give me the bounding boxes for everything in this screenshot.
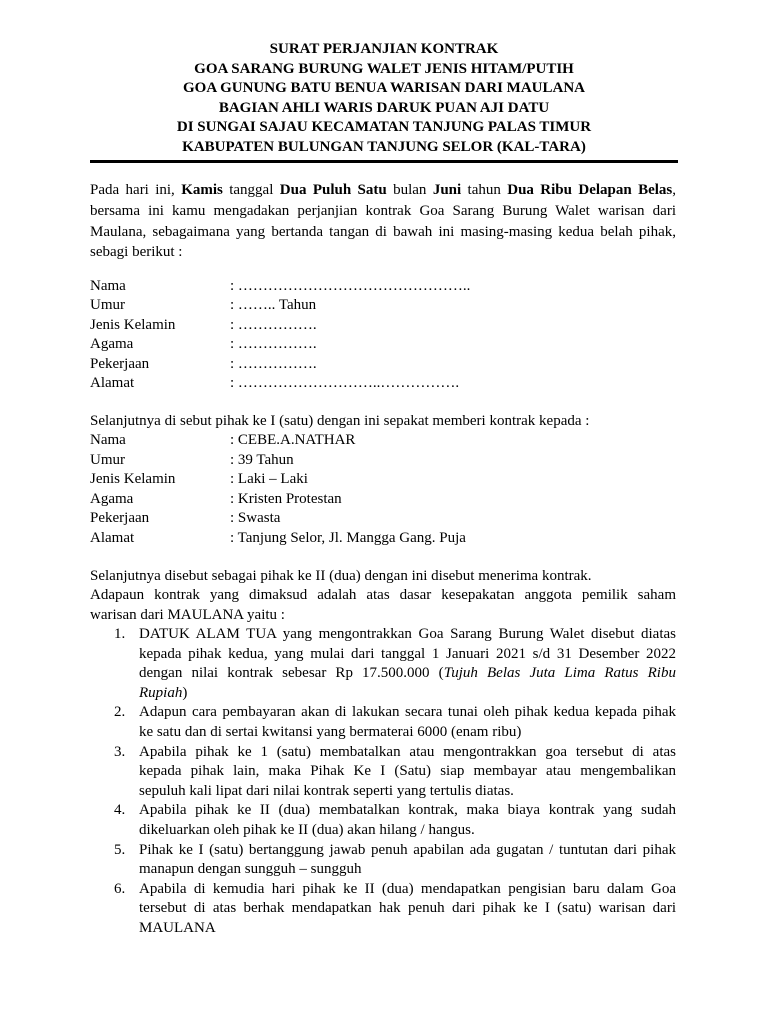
field-label: Alamat — [90, 529, 135, 546]
intro-line-1 — [90, 180, 676, 201]
list-line: Apabila pihak ke 1 (satu) membatalkan atau mengontrakkan goa tersebut di atas — [139, 743, 676, 760]
list-number: 1. — [114, 626, 126, 642]
intro-text: , — [672, 182, 676, 198]
list-line: Apabila pihak ke II (dua) membatalkan kontrak, maka biaya kontrak yang sudah — [139, 802, 676, 819]
list-line-italic: Tujuh Belas Juta Lima Ratus Ribu — [443, 665, 676, 682]
list-line — [139, 684, 676, 704]
document-title — [90, 40, 678, 158]
field-label: Nama — [90, 278, 126, 294]
field-label: Jenis Kelamin — [90, 471, 176, 488]
list-line: MAULANA — [139, 919, 216, 936]
list-text — [139, 880, 676, 939]
field-value: : ……………. — [230, 316, 317, 333]
list-item — [90, 743, 676, 802]
field-label: Umur — [90, 451, 125, 468]
party2-fields — [90, 431, 676, 549]
field-value: : ……………. — [230, 355, 317, 372]
field-row — [90, 509, 676, 529]
field-row — [90, 431, 676, 451]
shareholders-line-1: Adapaun kontrak yang dimaksud adalah atas dasar kesepakatan anggota pemilik saham — [90, 587, 676, 603]
list-line: kepada pihak kedua, yang mulai dari tanggal 1 Januari 2021 s/d 31 Desember 2022 — [139, 645, 676, 662]
list-number: 2. — [114, 704, 126, 721]
list-number: 4. — [114, 802, 126, 819]
field-label: Agama — [90, 490, 134, 507]
field-row — [90, 355, 676, 374]
list-item — [90, 880, 676, 939]
field-value: : ……………………………………….. — [230, 278, 471, 294]
shareholders-sentence — [90, 586, 676, 625]
field-value: : CEBE.A.NATHAR — [230, 432, 356, 448]
party2-sentence: Selanjutnya disebut sebagai pihak ke II (dua) dengan ini disebut menerima kontrak. — [90, 568, 592, 584]
intro-line-4: sebagi berikut : — [90, 244, 183, 261]
intro-text: tanggal — [222, 182, 280, 198]
party1-fields — [90, 277, 676, 393]
field-row — [90, 277, 676, 296]
list-line-italic: Rupiah — [139, 684, 183, 701]
field-row — [90, 335, 676, 354]
list-text — [139, 743, 676, 802]
intro-year: Dua Ribu Delapan Belas — [507, 182, 673, 198]
title-divider — [90, 160, 678, 163]
title-line: KABUPATEN BULUNGAN TANJUNG SELOR (KAL-TARA) — [182, 138, 586, 155]
field-value: : 39 Tahun — [230, 451, 294, 468]
intro-text: Pada hari ini, — [90, 182, 182, 198]
party1-sentence: Selanjutnya di sebut pihak ke I (satu) dengan ini sepakat memberi kontrak kepada : — [90, 413, 590, 429]
list-item — [90, 841, 676, 880]
field-row — [90, 316, 676, 335]
list-text — [139, 801, 676, 840]
field-row — [90, 529, 676, 549]
list-text — [139, 841, 676, 880]
terms-list — [90, 625, 676, 939]
field-value: : Kristen Protestan — [230, 490, 342, 507]
intro-paragraph — [90, 180, 676, 263]
list-item — [90, 625, 676, 703]
field-row — [90, 451, 676, 471]
title-line: GOA SARANG BURUNG WALET JENIS HITAM/PUTIH — [194, 60, 574, 77]
field-value: : Tanjung Selor, Jl. Mangga Gang. Puja — [230, 529, 466, 546]
list-line-text: ) — [182, 684, 188, 701]
intro-month: Juni — [432, 182, 462, 198]
list-line: tersebut di atas berhak mendapatkan hak penuh dari pihak ke I (satu) warisan dari — [139, 900, 676, 917]
intro-date: Dua Puluh Satu — [279, 182, 387, 198]
list-line — [139, 664, 676, 684]
intro-text: bulan — [386, 182, 433, 198]
list-number: 6. — [114, 880, 126, 897]
list-text — [139, 703, 676, 742]
field-label: Jenis Kelamin — [90, 316, 176, 333]
field-label: Agama — [90, 336, 134, 353]
title-line: DI SUNGAI SAJAU KECAMATAN TANJUNG PALAS TIMUR — [176, 119, 592, 136]
intro-line-2: bersama ini kamu mengadakan perjanjian kontrak Goa Sarang Burung Walet warisan dari — [90, 202, 676, 219]
list-line: Apabila di kemudia hari pihak ke II (dua) mendapatkan pengisian baru dalam Goa — [139, 880, 676, 897]
list-line: Adapun cara pembayaran akan di lakukan secara tunai oleh pihak kedua kepada pihak — [139, 704, 676, 721]
field-label: Umur — [90, 297, 125, 314]
list-line-text: dengan nilai kontrak sebesar Rp 17.500.000 ( — [139, 665, 444, 682]
field-label: Nama — [90, 432, 126, 448]
field-value: : ……………. — [230, 336, 317, 353]
list-line: manapun dengan sungguh – sungguh — [139, 861, 362, 878]
intro-day: Kamis — [181, 182, 223, 198]
field-value: : Laki – Laki — [230, 471, 308, 488]
list-line: Pihak ke I (satu) bertanggung jawab penuh apabilan ada gugatan / tuntutan dari pihak — [139, 841, 676, 858]
list-number: 5. — [114, 841, 126, 858]
list-text — [139, 625, 676, 703]
list-item — [90, 801, 676, 840]
field-row — [90, 374, 676, 393]
field-value: : Swasta — [230, 510, 281, 527]
title-line: GOA GUNUNG BATU BENUA WARISAN DARI MAULANA — [183, 80, 585, 97]
list-line: ke satu dan di sertai kwitansi yang bermaterai 6000 (enam ribu) — [139, 723, 522, 740]
field-label: Pekerjaan — [90, 355, 150, 372]
list-line: dikeluarkan oleh pihak ke II (dua) akan hilang / hangus. — [139, 821, 475, 838]
intro-line-3: Maulana, sebagaimana yang bertanda tangan di bawah ini masing-masing kedua belah pihak, — [90, 223, 676, 240]
field-value: : …….. Tahun — [230, 297, 317, 314]
title-line: BAGIAN AHLI WARIS DARUK PUAN AJI DATU — [218, 99, 550, 116]
list-number: 3. — [114, 743, 126, 760]
field-label: Alamat — [90, 374, 135, 391]
field-row — [90, 296, 676, 315]
field-row — [90, 490, 676, 510]
list-line: kepada pihak lain, maka Pihak Ke I (Satu) siap membayar atau mengembalikan — [139, 763, 676, 780]
field-value: : ………………………..……………. — [230, 374, 460, 391]
field-row — [90, 470, 676, 490]
title-line: SURAT PERJANJIAN KONTRAK — [269, 41, 499, 57]
list-line: sepuluh kali lipat dari nilai kontrak seperti yang tertulis diatas. — [139, 782, 514, 799]
shareholders-line-2: warisan dari MAULANA yaitu : — [90, 606, 285, 623]
field-label: Pekerjaan — [90, 510, 150, 527]
intro-text: tahun — [461, 182, 508, 198]
list-line: DATUK ALAM TUA yang mengontrakkan Goa Sarang Burung Walet disebut diatas — [139, 626, 676, 642]
list-item — [90, 703, 676, 742]
